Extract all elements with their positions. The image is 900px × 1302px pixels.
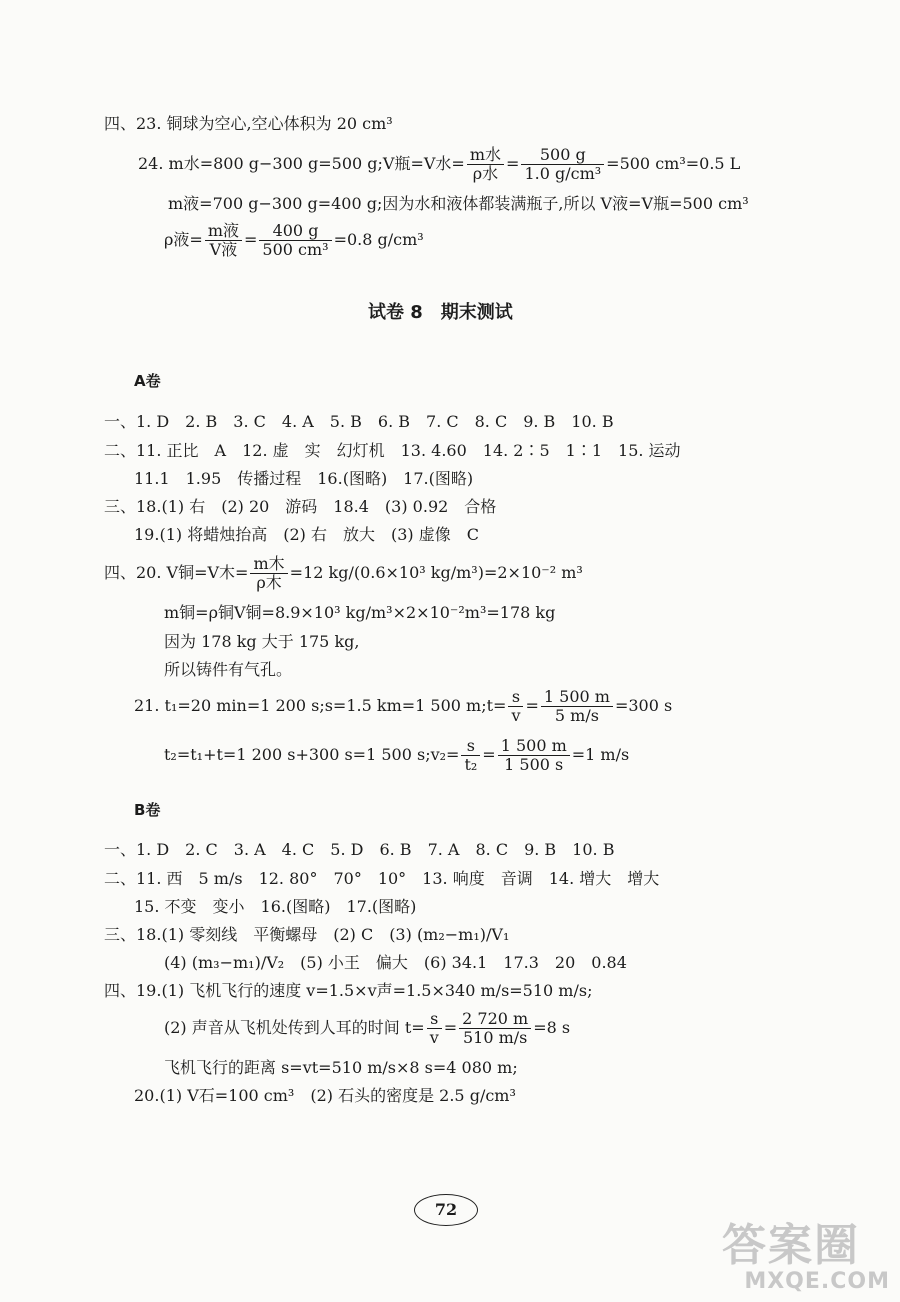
b-line-1: 一、1. D 2. C 3. A 4. C 5. D 6. B 7. A 8. C 9. B 10. B xyxy=(104,840,615,859)
denominator: 510 m/s xyxy=(462,1028,528,1047)
numerator: 1 500 m xyxy=(541,688,613,707)
denominator: v xyxy=(511,706,521,725)
denominator: ρ木 xyxy=(256,573,282,592)
a-line-5: 19.(1) 将蜡烛抬高 (2) 右 放大 (3) 虚像 C xyxy=(134,525,479,544)
numerator: 1 500 m xyxy=(498,737,570,756)
a-line-1: 一、1. D 2. B 3. C 4. A 5. B 6. B 7. C 8. C 9. B 10. B xyxy=(104,412,614,431)
fraction xyxy=(427,1010,442,1047)
b-line-3: 15. 不变 变小 16.(图略) 17.(图略) xyxy=(134,897,417,916)
numerator: 2 720 m xyxy=(459,1010,531,1029)
numerator: 400 g xyxy=(259,222,331,241)
b-line-4: 三、18.(1) 零刻线 平衡螺母 (2) C (3) (m₂−m₁)/V₁ xyxy=(104,925,510,944)
a-line-11 xyxy=(164,737,629,774)
section-b-label: B卷 xyxy=(134,801,161,819)
a-line-10 xyxy=(134,688,672,725)
a-line-8: 因为 178 kg 大于 175 kg, xyxy=(164,632,360,651)
fraction xyxy=(521,146,604,183)
answer-23: 四、23. 铜球为空心,空心体积为 20 cm³ xyxy=(104,114,393,133)
text: = xyxy=(244,230,258,249)
fraction xyxy=(459,1010,531,1047)
denominator: 1 500 s xyxy=(504,755,564,774)
text: = xyxy=(506,154,520,173)
watermark-top: 答案圈 xyxy=(722,1220,860,1271)
a-line-3: 11.1 1.95 传播过程 16.(图略) 17.(图略) xyxy=(134,469,474,488)
numerator: s xyxy=(427,1010,442,1029)
a-line-4: 三、18.(1) 右 (2) 20 游码 18.4 (3) 0.92 合格 xyxy=(104,497,497,516)
fraction xyxy=(498,737,570,774)
b-line-7 xyxy=(164,1010,570,1047)
fraction xyxy=(250,555,287,592)
text: =0.8 g/cm³ xyxy=(333,230,424,249)
fraction xyxy=(467,146,504,183)
text: 21. t₁=20 min=1 200 s;s=1.5 km=1 500 m;t= xyxy=(134,696,507,715)
numerator: m木 xyxy=(250,555,287,574)
a-line-6 xyxy=(104,555,583,592)
a-line-7: m铜=ρ铜V铜=8.9×10³ kg/m³×2×10⁻²m³=178 kg xyxy=(164,603,556,622)
answer-24-line2: m液=700 g−300 g=400 g;因为水和液体都装满瓶子,所以 V液=V瓶=500 cm³ xyxy=(168,194,749,213)
text: t₂=t₁+t=1 200 s+300 s=1 500 s;v₂= xyxy=(164,745,460,764)
fraction xyxy=(508,688,523,725)
numerator: m水 xyxy=(467,146,504,165)
denominator: 5 m/s xyxy=(554,706,599,725)
text: =500 cm³=0.5 L xyxy=(606,154,741,173)
b-line-9: 20.(1) V石=100 cm³ (2) 石头的密度是 2.5 g/cm³ xyxy=(134,1086,516,1105)
denominator: 1.0 g/cm³ xyxy=(524,164,602,183)
page-number: 72 xyxy=(414,1194,478,1226)
denominator: t₂ xyxy=(464,755,478,774)
b-line-5: (4) (m₃−m₁)/V₂ (5) 小王 偏大 (6) 34.1 17.3 20 0.84 xyxy=(164,953,627,972)
denominator: ρ水 xyxy=(472,164,499,183)
denominator: 500 cm³ xyxy=(262,240,329,259)
numerator: 500 g xyxy=(521,146,604,165)
watermark-logo xyxy=(722,1222,890,1298)
page-title: 试卷 8 期末测试 xyxy=(368,302,513,323)
denominator: V液 xyxy=(209,240,238,259)
text: ρ液= xyxy=(164,230,203,249)
text: =1 m/s xyxy=(571,745,630,764)
b-line-6: 四、19.(1) 飞机飞行的速度 v=1.5×v声=1.5×340 m/s=510 m/s; xyxy=(104,981,593,1000)
numerator: s xyxy=(508,688,523,707)
b-line-2: 二、11. 西 5 m/s 12. 80° 70° 10° 13. 响度 音调 14. 增大 增大 xyxy=(104,869,660,888)
a-line-2: 二、11. 正比 A 12. 虚 实 幻灯机 13. 4.60 14. 2∶5 1∶1 15. 运动 xyxy=(104,441,681,460)
denominator: v xyxy=(429,1028,439,1047)
text: 四、20. V铜=V木= xyxy=(104,563,249,582)
numerator: s xyxy=(461,737,480,756)
fraction xyxy=(541,688,613,725)
text: 24. m水=800 g−300 g=500 g;V瓶=V水= xyxy=(138,154,465,173)
text: (2) 声音从飞机处传到人耳的时间 t= xyxy=(164,1018,425,1037)
text: = xyxy=(482,745,496,764)
text: =300 s xyxy=(614,696,673,715)
fraction xyxy=(205,222,242,259)
answer-24-line1 xyxy=(138,146,740,183)
text: = xyxy=(443,1018,458,1037)
fraction xyxy=(259,222,331,259)
answer-24-line3 xyxy=(164,222,424,259)
a-line-9: 所以铸件有气孔。 xyxy=(164,660,293,679)
numerator: m液 xyxy=(205,222,242,241)
watermark-bottom: MXQE.COM xyxy=(744,1269,890,1294)
text: =12 kg/(0.6×10³ kg/m³)=2×10⁻² m³ xyxy=(289,563,583,582)
text: =8 s xyxy=(533,1018,571,1037)
text: = xyxy=(525,696,539,715)
section-a-label: A卷 xyxy=(134,372,161,390)
b-line-8: 飞机飞行的距离 s=vt=510 m/s×8 s=4 080 m; xyxy=(164,1058,518,1077)
fraction xyxy=(461,737,480,774)
